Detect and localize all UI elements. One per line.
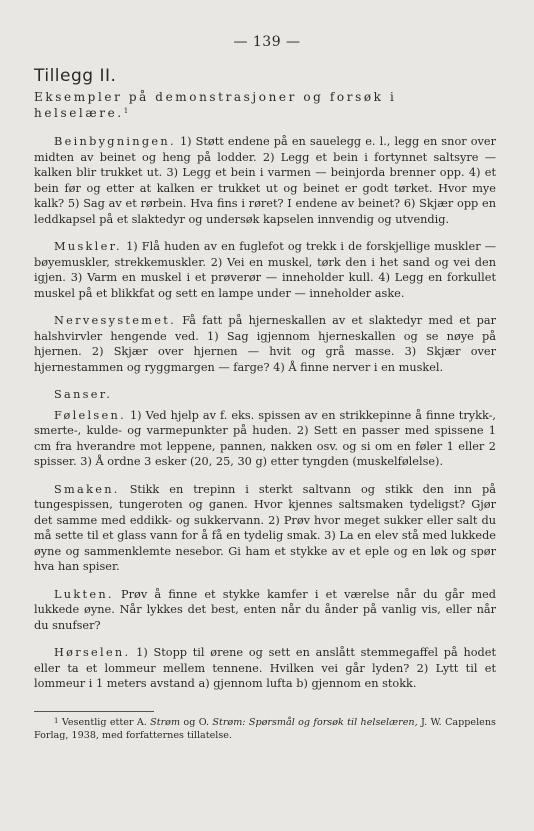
section-lukten bbox=[34, 587, 496, 634]
footnote-author-2: Strøm: bbox=[212, 717, 246, 728]
section-muskler bbox=[34, 239, 496, 301]
subtitle-text: Eksempler på demonstrasjoner og forsøk i helselære. bbox=[34, 90, 397, 120]
section-smaken bbox=[34, 482, 496, 575]
footnote-prefix: Vesentlig etter A. bbox=[61, 717, 147, 728]
section-head-beinbygningen: Beinbygningen. bbox=[54, 135, 176, 148]
subtitle-footnote-mark: 1 bbox=[123, 106, 129, 115]
section-head-muskler: Muskler. bbox=[54, 240, 122, 253]
section-head-sanser: Sanser. bbox=[54, 388, 113, 401]
footnote-divider bbox=[34, 711, 154, 712]
appendix-subtitle bbox=[34, 90, 496, 121]
page-body bbox=[34, 90, 496, 704]
footnote-mark: 1 bbox=[54, 717, 59, 725]
section-sanser bbox=[34, 387, 496, 403]
section-head-nervesystemet: Nervesystemet. bbox=[54, 314, 176, 327]
section-text-muskler: 1) Flå huden av en fuglefot og trekk i de forskjellige muskler — bøyemuskler, strekkemuskler. 2) Vei en muskel, tørk den i het sand og vei den igjen. 3) Varm en muskel i et prøverør — inneholder kull. 4) Legg en forkullet muskel på et blikkfat og sett en lampe under — inneholder aske. bbox=[34, 240, 497, 300]
section-beinbygningen bbox=[34, 134, 496, 227]
footnote bbox=[34, 716, 496, 742]
section-text-folelsen: 1) Ved hjelp av f. eks. spissen av en strikkepinne å finne trykk-, smerte-, kulde- og varmepunkter på huden. 2) Sett en passer med spissene 1 cm fra hverandre mot leppene, pannen, nakken osv. og si om en føler 1 eller 2 spisser. 3) Å ordne 3 esker (20, 25, 30 g) etter tyngden (muskelfølelse). bbox=[34, 408, 496, 468]
section-head-lukten: Lukten. bbox=[54, 587, 114, 601]
page-number: — 139 — bbox=[233, 34, 301, 50]
footnote-book-title: Spørsmål og forsøk til helselæren, bbox=[248, 717, 418, 728]
footnote-suffix: J. W. Cappelens Forlag, 1938, med forfatternes tillatelse. bbox=[34, 717, 496, 741]
section-text-lukten: Prøv å finne et stykke kamfer i et værelse når du går med lukkede øyne. Når lykkes det best, enten når du ånder på vanlig vis, eller når du snufser? bbox=[34, 587, 497, 632]
footnote-author-1: Strøm bbox=[150, 717, 181, 728]
section-head-folelsen: Følelsen. bbox=[54, 408, 126, 422]
section-text-horselen: 1) Stopp til ørene og sett en anslått stemmegaffel på hodet eller ta et lommeur mellem tennene. Hvilken vei går lyden? 2) Lytt til et lommeur i 1 meters avstand a) gjennom lufta b) gjennom en stokk. bbox=[34, 646, 496, 690]
section-head-smaken: Smaken. bbox=[54, 482, 120, 496]
section-head-horselen: Hørselen. bbox=[54, 646, 131, 659]
section-text-smaken: Stikk en trepinn i sterkt saltvann og stikk den inn på tungespissen, tungeroten og ganen. Hvor kjennes saltsmaken tydeligst? Gjør det samme med eddikk- og sukkervann. 2) Prøv hvor meget sukker eller salt du må sette til et glass vann for å få en tydelig smak. 3) La en elev stå med lukkede øyne og sammenklemte nesebor. Gi ham et stykke av et eple og en løk og spør hva han spiser. bbox=[34, 482, 496, 573]
section-horselen bbox=[34, 645, 496, 692]
section-folelsen bbox=[34, 408, 496, 470]
section-text-nervesystemet: Få fatt på hjerneskallen av et slaktedyr med et par halshvirvler hengende ved. 1) Sag igjennom hjerneskallen og se nøye på hjernen. 2) Skjær over hjernen — hvit og grå masse. 3) Skjær over hjernestammen og ryggmargen — farge? 4) Å finne nerver i en muskel. bbox=[34, 314, 496, 374]
footnote-mid: og O. bbox=[183, 717, 210, 728]
section-nervesystemet bbox=[34, 313, 496, 375]
section-text-beinbygningen: 1) Støtt endene på en sauelegg e. l., legg en snor over midten av beinet og heng på lodder. 2) Legg et bein i fortynnet saltsyre — kalken blir trukket ut. 3) Legg et bein i varmen — beinjorda brenner opp. 4) et bein før og etter at kalken er trukket ut og beinet er godt tørket. Hvor mye kalk? 5) Sag av et rørbein. Hva fins i røret? I endene av beinet? 6) Skjær opp en leddkapsel på et slaktedyr og undersøk kapselen innvendig og utvendig. bbox=[34, 135, 496, 226]
appendix-heading: Tillegg II. bbox=[34, 66, 117, 86]
